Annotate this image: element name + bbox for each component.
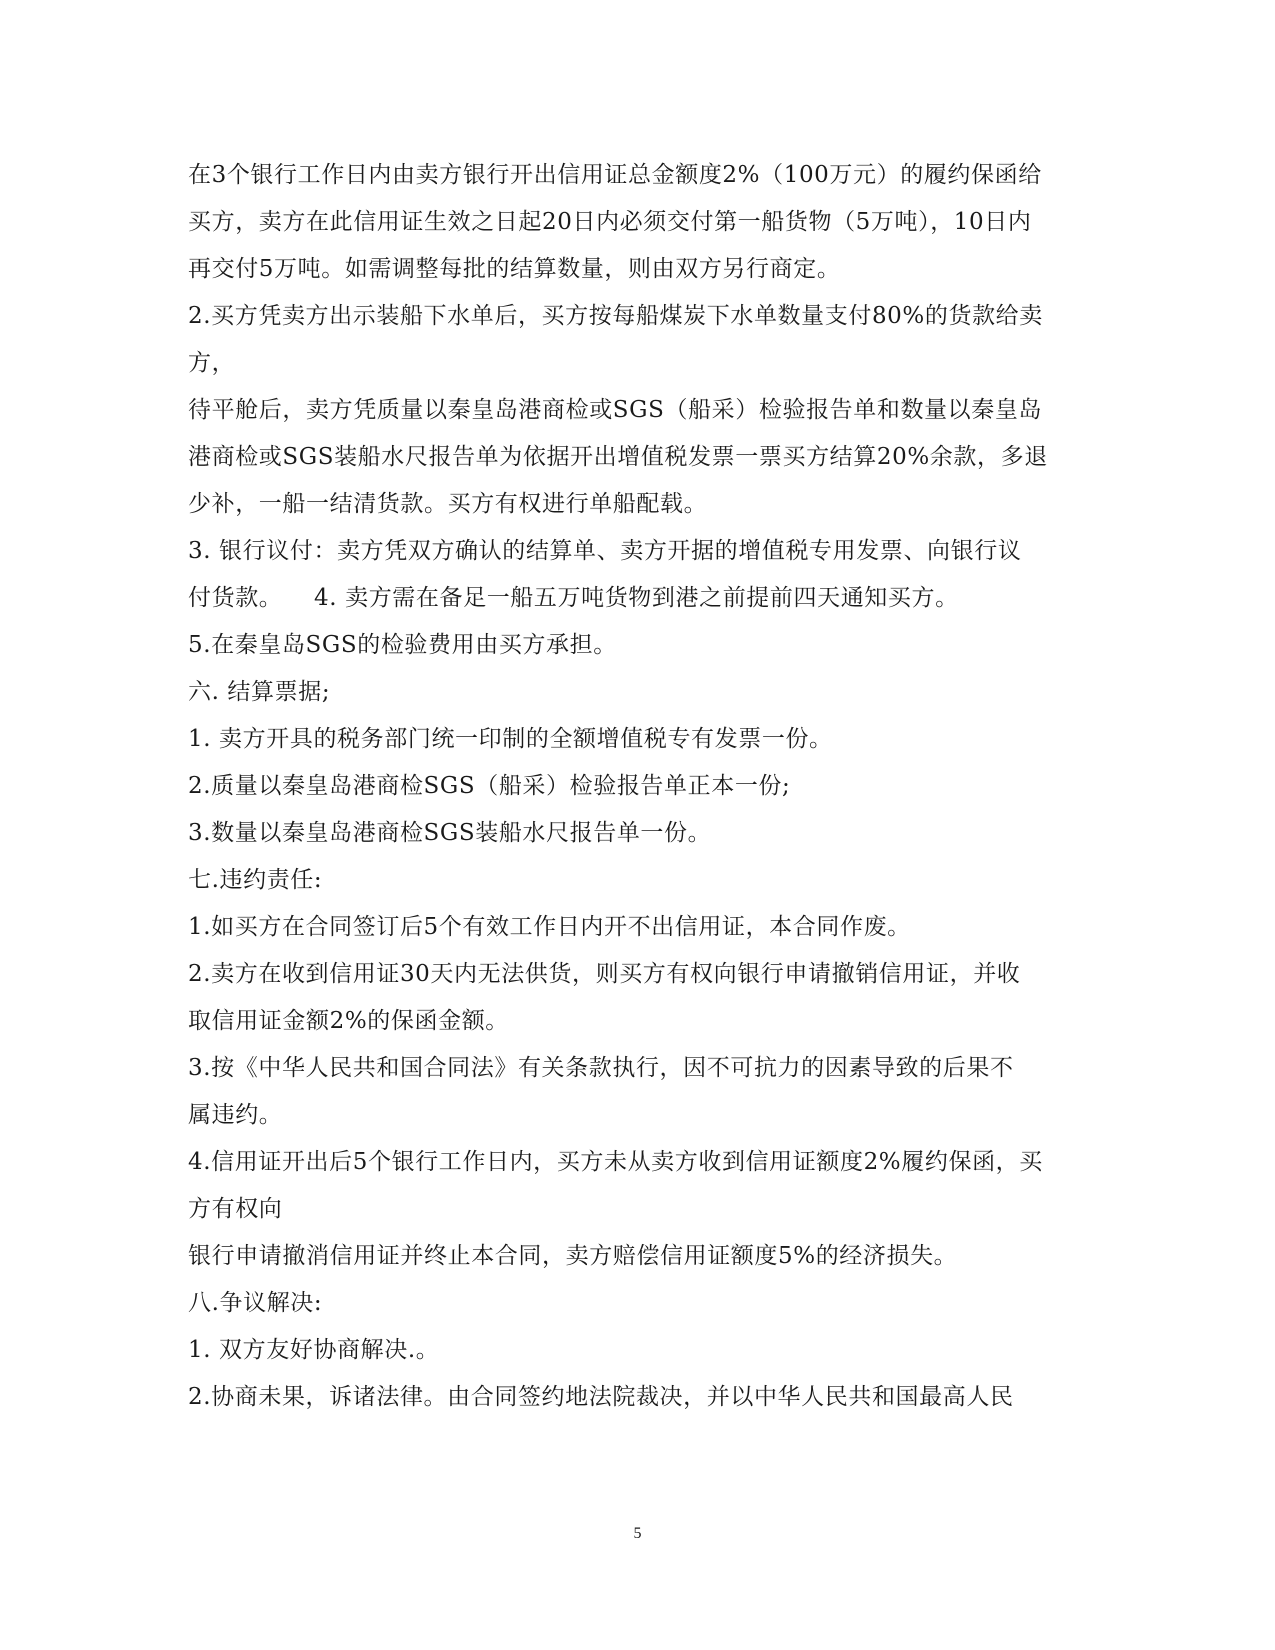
text-line: 3.按《中华人民共和国合同法》有关条款执行，因不可抗力的因素导致的后果不 xyxy=(188,1055,1014,1081)
text-line: 2.买方凭卖方出示装船下水单后，买方按每船煤炭下水单数量支付80%的货款给卖 xyxy=(188,303,1043,329)
text-line: 3.数量以秦皇岛港商检SGS装船水尺报告单一份。 xyxy=(188,820,712,846)
text-line: 银行申请撤消信用证并终止本合同，卖方赔偿信用证额度5%的经济损失。 xyxy=(188,1243,958,1269)
section-heading: 七.违约责任: xyxy=(188,867,323,893)
text-line: 再交付5万吨。如需调整每批的结算数量，则由双方另行商定。 xyxy=(188,256,841,282)
section-heading: 六. 结算票据; xyxy=(188,679,331,705)
text-line: 1. 卖方开具的税务部门统一印制的全额增值税专有发票一份。 xyxy=(188,726,833,752)
text-line: 方有权向 xyxy=(188,1196,283,1222)
text-line: 待平舱后，卖方凭质量以秦皇岛港商检或SGS（船采）检验报告单和数量以秦皇岛 xyxy=(188,397,1043,423)
text-line: 2.协商未果，诉诸法律。由合同签约地法院裁决，并以中华人民共和国最高人民 xyxy=(188,1384,1014,1410)
text-line: 买方，卖方在此信用证生效之日起20日内必须交付第一船货物（5万吨），10日内 xyxy=(188,209,1032,235)
text-line: 取信用证金额2%的保函金额。 xyxy=(188,1008,509,1034)
text-line: 方， xyxy=(188,350,236,376)
text-line: 港商检或SGS装船水尺报告单为依据开出增值税发票一票买方结算20%余款，多退 xyxy=(188,444,1048,470)
text-line: 付货款。 4. 卖方需在备足一船五万吨货物到港之前提前四天通知买方。 xyxy=(188,585,959,611)
section-heading: 八.争议解决: xyxy=(188,1290,323,1316)
text-line: 属违约。 xyxy=(188,1102,283,1128)
text-line: 2.卖方在收到信用证30天内无法供货，则买方有权向银行申请撤销信用证，并收 xyxy=(188,961,1021,987)
text-line: 1.如买方在合同签订后5个有效工作日内开不出信用证，本合同作废。 xyxy=(188,914,911,940)
document-body xyxy=(188,152,1068,1421)
text-line: 4.信用证开出后5个银行工作日内，买方未从卖方收到信用证额度2%履约保函，买 xyxy=(188,1149,1043,1175)
page-number: 5 xyxy=(633,1525,642,1542)
text-line: 在3个银行工作日内由卖方银行开出信用证总金额度2%（100万元）的履约保函给 xyxy=(188,162,1042,188)
text-line: 1. 双方友好协商解决.。 xyxy=(188,1337,440,1363)
text-line: 少补，一船一结清货款。买方有权进行单船配载。 xyxy=(188,491,708,517)
text-line: 2.质量以秦皇岛港商检SGS（船采）检验报告单正本一份; xyxy=(188,773,791,799)
text-line: 3. 银行议付：卖方凭双方确认的结算单、卖方开据的增值税专用发票、向银行议 xyxy=(188,538,1022,564)
text-line: 5.在秦皇岛SGS的检验费用由买方承担。 xyxy=(188,632,617,658)
